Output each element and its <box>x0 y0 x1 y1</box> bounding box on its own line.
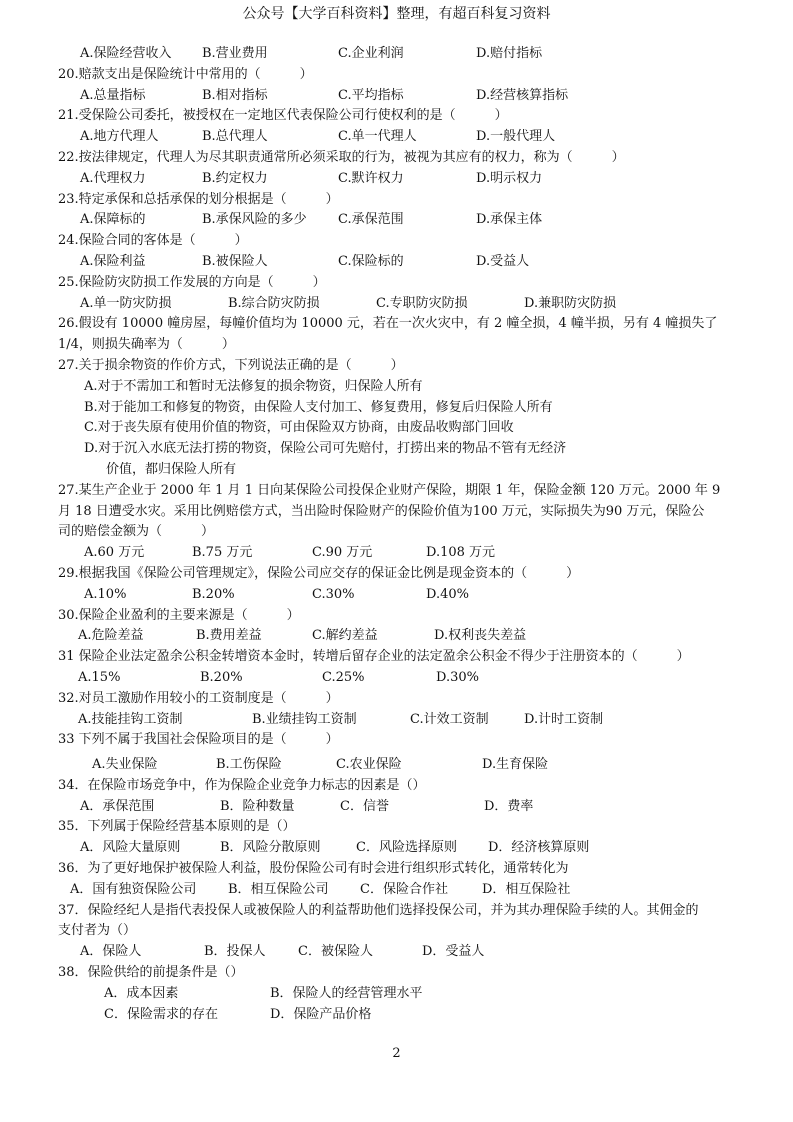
q29-option-a: A.10% <box>84 586 127 602</box>
q30-text: 30.保险企业盈利的主要来源是（ ） <box>58 607 300 623</box>
q24-option-d: D.受益人 <box>476 253 530 269</box>
q32-option-d: D.计时工资制 <box>524 711 604 727</box>
q29-option-c: C.30% <box>312 586 355 602</box>
q34-option-c: C．信誉 <box>340 798 389 814</box>
q31-option-a: A.15% <box>78 669 121 685</box>
q21-options <box>56 127 746 148</box>
q23-options <box>56 210 746 231</box>
q30-option-c: C.解约差益 <box>312 628 378 644</box>
q23-text: 23.特定承保和总括承保的划分根据是（ ） <box>58 191 339 207</box>
q33-option-a: A.失业保险 <box>92 757 158 773</box>
q36-options <box>56 880 746 901</box>
q20-option-b: B.相对指标 <box>202 87 268 103</box>
q27a-option-d-continued: 价值，都归保险人所有 <box>106 461 237 477</box>
q27a-option-c: C.对于丧失原有使用价值的物资，可由保险双方协商，由废品收购部门回收 <box>84 420 514 436</box>
q25-option-a: A.单一防灾防损 <box>80 295 172 311</box>
q32-option-b: B.业绩挂钩工资制 <box>252 711 357 727</box>
q34-text: 34．在保险市场竞争中，作为保险企业竞争力标志的因素是（） <box>58 777 426 793</box>
q30-option-b: B.费用差益 <box>196 628 262 644</box>
q35-text: 35．下列属于保险经营基本原则的是（） <box>58 819 296 835</box>
q32-options <box>56 710 746 731</box>
q22-option-b: B.约定权力 <box>202 170 268 186</box>
q34-option-d: D．费率 <box>484 798 534 814</box>
q32-option-c: C.计效工资制 <box>410 711 489 727</box>
q22-option-c: C.默许权力 <box>338 170 404 186</box>
q31-options <box>56 668 746 689</box>
q21-text: 21.受保险公司委托，被授权在一定地区代表保险公司行使权利的是（ ） <box>58 108 508 124</box>
q33-options <box>56 755 746 776</box>
q20-option-c: C.平均指标 <box>338 87 404 103</box>
q31-option-c: C.25% <box>322 669 365 685</box>
q24-option-b: B.被保险人 <box>202 253 268 269</box>
q22-option-d: D.明示权力 <box>476 170 543 186</box>
q22-option-a: A.代理权力 <box>80 170 146 186</box>
q27b-option-d: D.108 万元 <box>426 545 496 561</box>
q27b-text-line1: 27.某生产企业于 2000 年 1 月 1 日向某保险公司投保企业财产保险，期限 1 年，保险金额 120 万元。2000 年 9 <box>58 482 721 498</box>
q29-options <box>56 585 746 606</box>
question-list <box>56 44 746 1025</box>
q35-options <box>56 838 746 859</box>
q27b-option-b: B.75 万元 <box>192 545 253 561</box>
q25-option-b: B.综合防灾防损 <box>228 295 320 311</box>
q37-options <box>56 942 746 963</box>
q26-text-line2: 1/4，则损失确率为（ ） <box>58 337 235 353</box>
q21-option-d: D.一般代理人 <box>476 129 556 145</box>
q33-option-d: D.生育保险 <box>482 757 549 773</box>
q30-option-d: D.权利丧失差益 <box>434 628 527 644</box>
q27b-option-a: A.60 万元 <box>84 545 145 561</box>
q27b-text-line2: 月 18 日遭受水灾。采用比例赔偿方式，当出险时保险财产的保险价值为100 万元，实际损失为90 万元，保险公 <box>58 503 705 519</box>
q21-option-c: C.单一代理人 <box>338 129 417 145</box>
q25-option-c: C.专职防灾防损 <box>376 295 468 311</box>
q38-text: 38．保险供给的前提条件是（） <box>58 965 244 981</box>
q38-option-c: C．保险需求的存在 <box>104 1006 218 1022</box>
q34-option-b: B．险种数量 <box>220 798 295 814</box>
q38-option-d: D．保险产品价格 <box>270 1006 372 1022</box>
q19-options <box>56 44 746 65</box>
q30-option-a: A.危险差益 <box>78 628 144 644</box>
q24-text: 24.保险合同的客体是（ ） <box>58 233 248 249</box>
q37-option-b: B．投保人 <box>204 944 266 960</box>
q36-option-d: D．相互保险社 <box>482 881 571 897</box>
q33-text: 33 下列不属于我国社会保险项目的是（ ） <box>58 732 339 748</box>
q19-option-c: C.企业利润 <box>338 46 404 61</box>
q23-option-c: C.承保范围 <box>338 212 404 228</box>
q35-option-a: A．风险大量原则 <box>80 840 181 856</box>
q34-options <box>56 797 746 818</box>
page-number: 2 <box>392 1046 401 1061</box>
q36-text: 36．为了更好地保护被保险人利益，股份保险公司有时会进行组织形式转化，通常转化为 <box>58 861 569 877</box>
q27b-option-c: C.90 万元 <box>312 545 373 561</box>
q37-option-d: D．受益人 <box>422 944 485 960</box>
q19-option-d: D.赔付指标 <box>476 46 543 61</box>
q20-options <box>56 86 746 107</box>
q24-option-a: A.保险利益 <box>80 253 146 269</box>
q24-option-c: C.保险标的 <box>338 253 404 269</box>
q29-text: 29.根据我国《保险公司管理规定》，保险公司应交存的保证金比例是现金资本的（ ） <box>58 565 580 581</box>
q37-text-line1: 37．保险经纪人是指代表投保人或被保险人的利益帮助他们选择投保公司，并为其办理保险手续的人。其佣金的 <box>58 902 699 918</box>
q31-option-b: B.20% <box>200 669 243 685</box>
q23-option-b: B.承保风险的多少 <box>202 212 307 228</box>
q20-option-a: A.总量指标 <box>80 87 146 103</box>
q38-options-row2 <box>56 1005 746 1026</box>
q38-options-row1 <box>56 984 746 1005</box>
q35-option-b: B．风险分散原则 <box>220 840 321 856</box>
q29-option-d: D.40% <box>426 586 469 602</box>
q33-option-c: C.农业保险 <box>336 757 402 773</box>
q31-option-d: D.30% <box>436 669 479 685</box>
page-header: 公众号【大学百科资料】整理，有超百科复习资料 <box>242 6 551 22</box>
q25-text: 25.保险防灾防损工作发展的方向是（ ） <box>58 274 326 290</box>
q22-text: 22.按法律规定，代理人为尽其职责通常所必须采取的行为，被视为其应有的权力，称为（ ） <box>58 149 625 165</box>
q38-option-a: A．成本因素 <box>104 985 179 1001</box>
q33-option-b: B.工伤保险 <box>216 757 282 773</box>
q37-option-c: C．被保险人 <box>298 944 373 960</box>
q36-option-b: B．相互保险公司 <box>228 881 329 897</box>
q37-option-a: A．保险人 <box>80 944 142 960</box>
q27a-text: 27.关于损余物资的作价方式，下列说法正确的是（ ） <box>58 357 404 373</box>
q19-option-a: A.保险经营收入 <box>80 46 172 61</box>
q23-option-a: A.保障标的 <box>80 212 146 228</box>
q27a-option-a: A.对于不需加工和暂时无法修复的损余物资，归保险人所有 <box>84 378 423 394</box>
q35-option-d: D．经济核算原则 <box>488 840 590 856</box>
q36-option-c: C．保险合作社 <box>360 881 448 897</box>
q38-option-b: B．保险人的经营管理水平 <box>270 985 423 1001</box>
q30-options <box>56 626 746 647</box>
q20-text: 20.赔款支出是保险统计中常用的（ ） <box>58 66 313 82</box>
q37-text-line2: 支付者为（） <box>58 923 137 939</box>
q32-option-a: A.技能挂钩工资制 <box>78 711 183 727</box>
q34-option-a: A．承保范围 <box>80 798 155 814</box>
q22-options <box>56 169 746 190</box>
q21-option-a: A.地方代理人 <box>80 129 159 145</box>
q27a-option-b: B.对于能加工和修复的物资，由保险人支付加工、修复费用，修复后归保险人所有 <box>84 399 553 415</box>
q20-option-d: D.经营核算指标 <box>476 87 569 103</box>
q27b-options <box>56 543 746 564</box>
q27a-option-d: D.对于沉入水底无法打捞的物资，保险公司可先赔付，打捞出来的物品不管有无经济 <box>84 441 567 457</box>
q36-option-a: A．国有独资保险公司 <box>70 881 197 897</box>
q24-options <box>56 252 746 273</box>
q25-options <box>56 294 746 315</box>
q35-option-c: C．风险选择原则 <box>356 840 457 856</box>
q27b-text-line3: 司的赔偿金额为（ ） <box>58 524 215 540</box>
q26-text-line1: 26.假设有 10000 幢房屋，每幢价值均为 10000 元，若在一次火灾中，有 2 幢全损，4 幢半损，另有 4 幢损失了 <box>58 316 718 332</box>
q25-option-d: D.兼职防灾防损 <box>524 295 617 311</box>
q23-option-d: D.承保主体 <box>476 212 543 228</box>
q29-option-b: B.20% <box>192 586 235 602</box>
q31-text: 31 保险企业法定盈余公积金转增资本金时，转增后留存企业的法定盈余公积金不得少于注册资本的（ ） <box>58 649 690 665</box>
q21-option-b: B.总代理人 <box>202 129 268 145</box>
q32-text: 32.对员工激励作用较小的工资制度是（ ） <box>58 690 339 706</box>
q19-option-b: B.营业费用 <box>202 46 268 61</box>
